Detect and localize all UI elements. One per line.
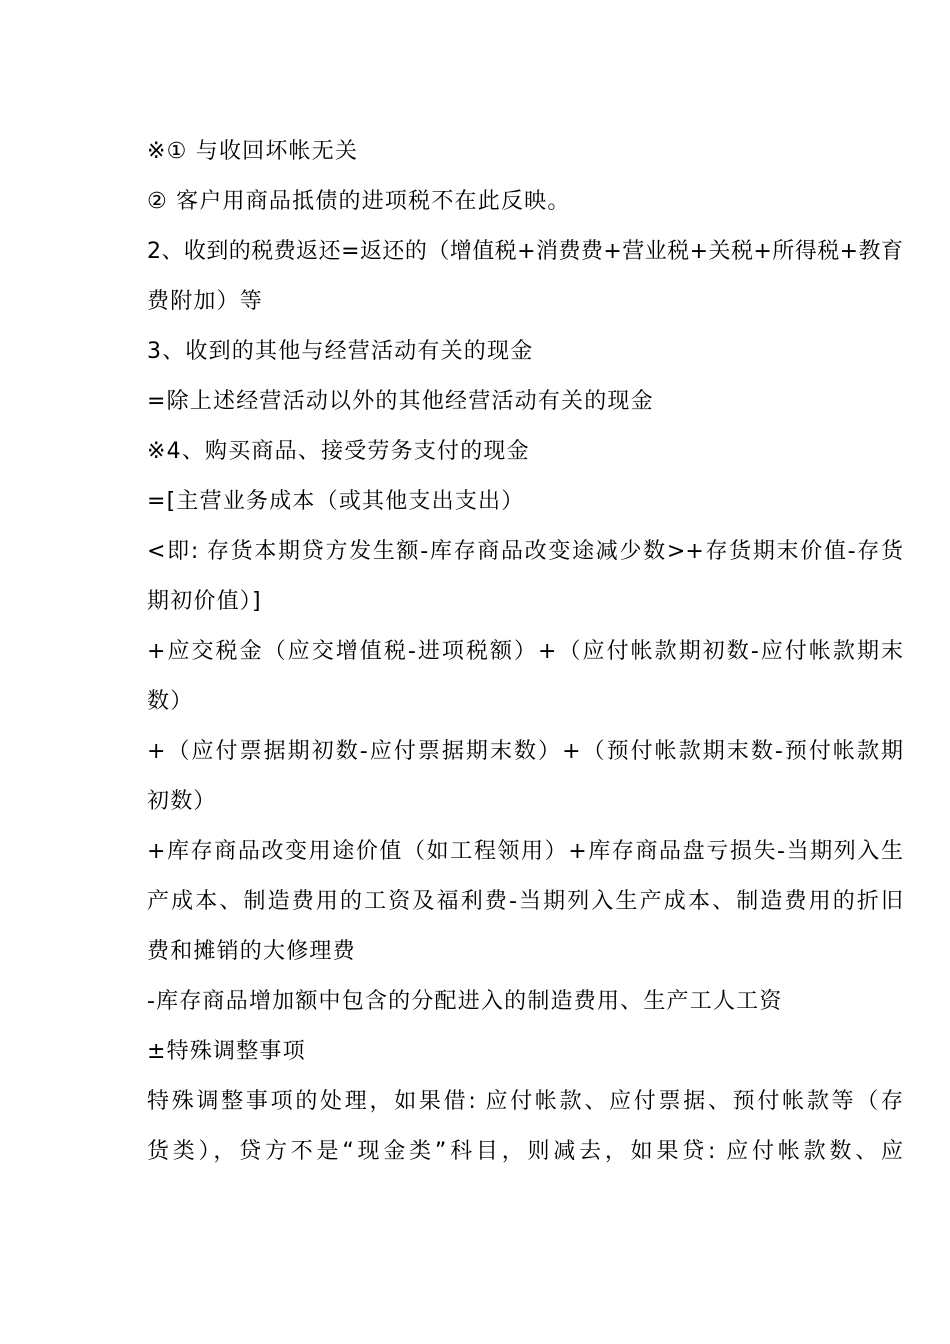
text-line: 初数） (147, 789, 217, 814)
text-line: 3、收到的其他与经营活动有关的现金 (147, 339, 534, 364)
text-line: +应交税金（应交增值税-进项税额）+（应付帐款期初数-应付帐款期末 (147, 639, 903, 664)
text-line: 货类），贷方不是“现金类”科目，则减去，如果贷: 应付帐款数、应 (147, 1139, 903, 1164)
text-line: 费和摊销的大修理费 (147, 939, 356, 964)
text-line: 产成本、制造费用的工资及福利费-当期列入生产成本、制造费用的折旧 (147, 889, 903, 914)
document-body (147, 127, 903, 1177)
text-line: =[主营业务成本（或其他支出支出） (147, 489, 525, 514)
text-line: ② 客户用商品抵债的进项税不在此反映。 (147, 189, 571, 214)
text-line: <即: 存货本期贷方发生额-库存商品改变途减少数>+存货期末价值-存货 (147, 539, 903, 564)
text-line: ※4、购买商品、接受劳务支付的现金 (147, 439, 530, 464)
text-line: 特殊调整事项的处理，如果借: 应付帐款、应付票据、预付帐款等（存 (147, 1089, 903, 1114)
text-line: 数） (147, 689, 194, 714)
text-line: 期初价值）] (147, 589, 262, 614)
text-line: -库存商品增加额中包含的分配进入的制造费用、生产工人工资 (147, 989, 783, 1014)
text-line: +（应付票据期初数-应付票据期末数）+（预付帐款期末数-预付帐款期 (147, 739, 903, 764)
text-line: ※① 与收回坏帐无关 (147, 139, 359, 164)
text-line: 2、收到的税费返还=返还的（增值税+消费费+营业税+关税+所得税+教育 (147, 239, 903, 264)
text-line: +库存商品改变用途价值（如工程领用）+库存商品盘亏损失-当期列入生 (147, 839, 903, 864)
text-line: =除上述经营活动以外的其他经营活动有关的现金 (147, 389, 654, 414)
text-line: 费附加）等 (147, 289, 264, 314)
text-line: ±特殊调整事项 (147, 1039, 306, 1064)
